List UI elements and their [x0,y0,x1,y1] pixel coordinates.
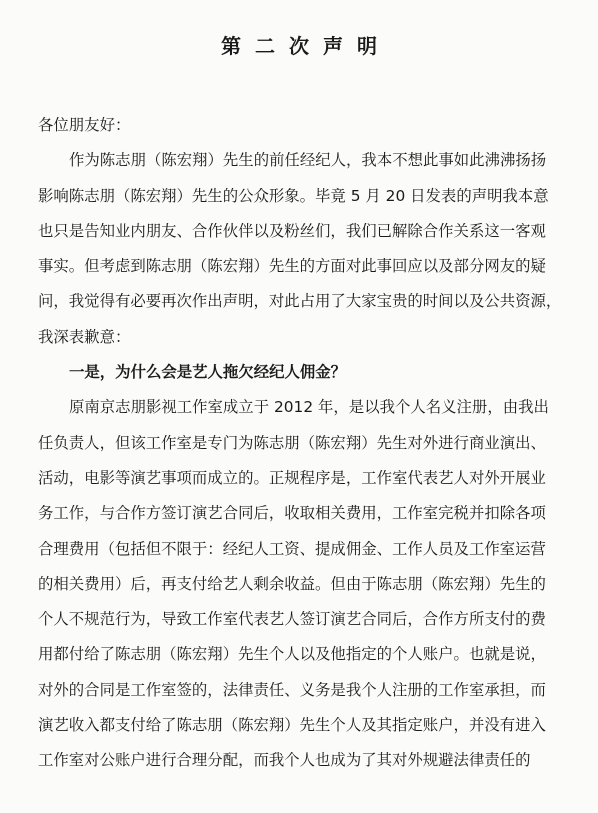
paragraph-line: 对外的合同是工作室签的，法律责任、义务是我个人注册的工作室承担，而 [38,680,546,699]
paragraph-line: 工作室对公账户进行合理分配，而我个人也成为了其对外规避法律责任的 [38,751,531,770]
paragraph-1 [38,143,578,355]
paragraph-line: 个人不规范行为，导致工作室代表艺人签订演艺合同后，合作方所支付的费 [38,610,546,629]
paragraph-line: 影响陈志朋（陈宏翔）先生的公众形象。毕竟 5 月 20 日发表的声明我本意 [38,186,549,205]
paragraph-line: 事实。但考虑到陈志朋（陈宏翔）先生的方面对此事回应以及部分网友的疑 [38,257,546,276]
paragraph-line: 的相关费用）后，再支付给艺人剩余收益。但由于陈志朋（陈宏翔）先生的 [38,574,546,593]
paragraph-line: 务工作，与合作方签订演艺合同后，收取相关费用，工作室完税并扣除各项 [38,504,546,523]
paragraph-line: 任负责人，但该工作室是专门为陈志朋（陈宏翔）先生对外进行商业演出、 [38,433,546,452]
document-title: 第二次声明 [221,34,391,58]
paragraph-line: 也只是告知业内朋友、合作伙伴以及粉丝们，我们已解除合作关系这一客观 [38,221,546,240]
paragraph-line: 作为陈志朋（陈宏翔）先生的前任经纪人，我本不想此事如此沸沸扬扬 [69,151,547,170]
paragraph-line: 用都付给了陈志朋（陈宏翔）先生个人以及他指定的个人账户。也就是说， [38,645,546,664]
paragraph-2 [38,390,578,778]
greeting: 各位朋友好： [38,116,131,134]
paragraph-line: 演艺收入都支付给了陈志朋（陈宏翔）先生个人及其指定账户，并没有进入 [38,716,546,735]
section-heading: 一是，为什么会是艺人拖欠经纪人佣金？ [69,363,347,382]
paragraph-line: 合理费用（包括但不限于：经纪人工资、提成佣金、工作人员及工作室运营 [38,539,546,558]
document-body [38,108,578,779]
paragraph-line: 问，我觉得有必要再次作出声明，对此占用了大家宝贵的时间以及公共资源， [38,292,562,311]
paragraph-line: 原南京志朋影视工作室成立于 2012 年，是以我个人名义注册，由我出 [69,398,549,417]
paragraph-line: 活动，电影等演艺事项而成立的。正规程序是，工作室代表艺人对外开展业 [38,468,546,487]
paragraph-line: 我深表歉意： [38,327,131,346]
